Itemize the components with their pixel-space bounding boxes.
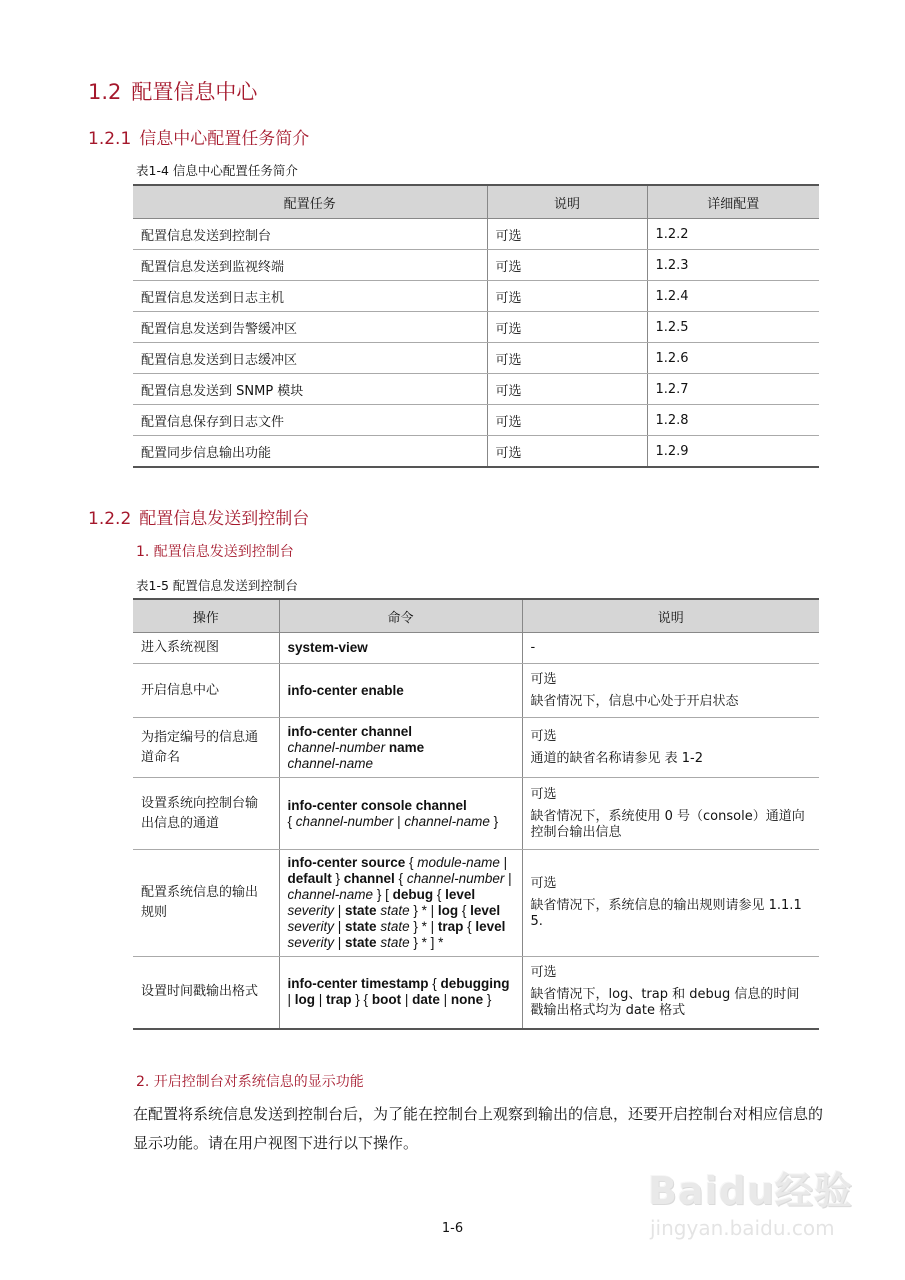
table-cell: 配置信息发送到监视终端 [133, 250, 487, 281]
table2-caption: 表1-5 配置信息发送到控制台 [136, 578, 298, 593]
command-syntax: { [287, 813, 296, 829]
command-argument: severity [287, 919, 335, 934]
operation-cell: 开启信息中心 [133, 664, 279, 718]
step-heading-1: 1. 配置信息发送到控制台 [136, 544, 294, 560]
command-syntax: | [499, 855, 508, 870]
description-line: 可选 [530, 965, 557, 981]
header-cell: 说明 [522, 599, 819, 633]
command-keyword: log [437, 903, 459, 918]
command-syntax: } * | [409, 903, 438, 918]
description-line: 通道的缺省名称请参见 表 1-2 [530, 750, 703, 766]
header-cell: 配置任务 [133, 185, 487, 219]
header-cell: 详细配置 [647, 185, 819, 219]
table-row [133, 778, 819, 850]
command-keyword: state [345, 935, 377, 950]
subsection-heading-1-2-2 [88, 504, 309, 529]
description-line: 可选 [530, 728, 557, 744]
command-keyword: name [388, 739, 425, 755]
header-cell: 说明 [487, 185, 647, 219]
command-syntax: | [401, 992, 413, 1008]
header-cell: 命令 [279, 599, 522, 633]
command-keyword: level [475, 919, 506, 934]
table-cell: 配置同步信息输出功能 [133, 436, 487, 468]
table-row [133, 312, 819, 343]
table-cell: 配置信息发送到 SNMP 模块 [133, 374, 487, 405]
subsection-number: 1.2.1 [88, 129, 132, 149]
table-cell: 1.2.9 [647, 436, 819, 468]
watermark-logo: Baidu经验 [648, 1169, 853, 1213]
description-cell [522, 850, 819, 957]
table-row [133, 850, 819, 957]
operation-cell: 设置系统向控制台输出信息的通道 [133, 778, 279, 850]
command-keyword: date [412, 992, 440, 1008]
table-cell: 1.2.3 [647, 250, 819, 281]
operation-cell: 设置时间戳输出格式 [133, 957, 279, 1029]
command-syntax: | [334, 903, 346, 918]
command-keyword: info-center source [287, 855, 406, 870]
table-row [133, 374, 819, 405]
subsection-title: 信息中心配置任务简介 [139, 129, 310, 149]
table-cell: 配置信息发送到日志主机 [133, 281, 487, 312]
command-cell [279, 718, 522, 778]
table-row [133, 250, 819, 281]
command-keyword: level [470, 903, 501, 918]
section-number: 1.2 [88, 80, 122, 104]
command-keyword: state [345, 919, 377, 934]
table-cell: 配置信息保存到日志文件 [133, 405, 487, 436]
table-cell: 配置信息发送到日志缓冲区 [133, 343, 487, 374]
table-cell: 可选 [487, 250, 647, 281]
command-syntax: { [458, 903, 471, 918]
command-keyword: debugging [440, 976, 510, 992]
command-keyword: none [450, 992, 484, 1008]
command-syntax: } [331, 871, 344, 886]
table-row [133, 343, 819, 374]
baidu-jingyan-watermark [640, 1150, 865, 1250]
command-syntax: { [394, 871, 407, 886]
watermark-url: jingyan.baidu.com [650, 1216, 835, 1240]
description-line: 可选 [530, 671, 557, 687]
command-keyword: trap [326, 992, 352, 1008]
command-keyword: debug [392, 887, 434, 902]
command-argument: channel-number [295, 813, 394, 829]
command-syntax: } [489, 813, 499, 829]
table-row [133, 281, 819, 312]
step-heading-2: 2. 开启控制台对系统信息的显示功能 [136, 1074, 364, 1090]
subsection-title: 配置信息发送到控制台 [139, 509, 310, 529]
table-cell: 1.2.8 [647, 405, 819, 436]
command-argument: state [380, 935, 410, 950]
command-keyword: level [445, 887, 476, 902]
command-argument: module-name [417, 855, 500, 870]
operation-cell: 进入系统视图 [133, 633, 279, 664]
operation-cell: 为指定编号的信息通道命名 [133, 718, 279, 778]
table-cell: 可选 [487, 436, 647, 468]
config-task-table [133, 184, 819, 468]
command-keyword: boot [371, 992, 402, 1008]
page-number: 1-6 [441, 1221, 464, 1236]
body-paragraph: 在配置将系统信息发送到控制台后，为了能在控制台上观察到输出的信息，还要开启控制台对相应信息的显示功能。请在用户视图下进行以下操作。 [133, 1105, 824, 1152]
command-keyword: trap [437, 919, 464, 934]
command-keyword: info-center enable [287, 682, 404, 698]
command-keyword: state [345, 903, 377, 918]
table-row [133, 436, 819, 468]
table-cell: 可选 [487, 312, 647, 343]
table-header-row [133, 185, 819, 219]
table-cell: 可选 [487, 405, 647, 436]
description-line: 缺省情况下，log、trap 和 debug 信息的时间戳输出格式均为 date 格式 [530, 987, 800, 1019]
command-cell [279, 633, 522, 664]
description-line: 可选 [530, 876, 557, 891]
command-keyword: info-center console channel [287, 797, 467, 813]
table-cell: 1.2.6 [647, 343, 819, 374]
command-syntax: | [287, 992, 295, 1008]
description-line: 缺省情况下，信息中心处于开启状态 [530, 693, 739, 709]
description-line: - [530, 640, 536, 655]
table-header-row [133, 599, 819, 633]
table-cell: 可选 [487, 374, 647, 405]
command-cell [279, 664, 522, 718]
command-cell [279, 778, 522, 850]
subsection-number: 1.2.2 [88, 509, 132, 529]
command-argument: channel-name [287, 755, 374, 771]
command-keyword: info-center channel [287, 723, 413, 739]
description-line: 缺省情况下，系统信息的输出规则请参见 1.1.1 5. [530, 898, 802, 929]
description-cell [522, 633, 819, 664]
command-syntax: { [433, 887, 446, 902]
command-keyword: default [287, 871, 332, 886]
description-cell [522, 957, 819, 1029]
table-cell: 1.2.4 [647, 281, 819, 312]
command-cell [279, 850, 522, 957]
description-cell [522, 778, 819, 850]
section-heading [88, 76, 257, 106]
command-syntax: } * ] * [409, 935, 444, 950]
command-syntax: | [439, 992, 451, 1008]
description-cell [522, 718, 819, 778]
command-syntax: } { [351, 992, 372, 1008]
command-syntax: } [483, 992, 492, 1008]
operation-cell: 配置系统信息的输出规则 [133, 850, 279, 957]
command-syntax: { [463, 919, 476, 934]
command-argument: state [380, 903, 410, 918]
command-syntax: | [334, 919, 346, 934]
table-row [133, 957, 819, 1029]
command-argument: severity [287, 903, 335, 918]
command-syntax: | [334, 935, 346, 950]
command-syntax: } * | [409, 919, 438, 934]
command-syntax: | [393, 813, 405, 829]
table-cell: 配置信息发送到告警缓冲区 [133, 312, 487, 343]
table-cell: 可选 [487, 343, 647, 374]
table1-caption: 表1-4 信息中心配置任务简介 [136, 163, 298, 178]
command-argument: channel-name [287, 887, 374, 902]
command-argument: channel-number [287, 739, 386, 755]
description-cell [522, 664, 819, 718]
header-cell: 操作 [133, 599, 279, 633]
table-cell: 1.2.7 [647, 374, 819, 405]
command-keyword: channel [343, 871, 395, 886]
command-keyword: log [294, 992, 316, 1008]
command-syntax: | [315, 992, 327, 1008]
table-row [133, 664, 819, 718]
table-row [133, 219, 819, 250]
command-syntax: } [ [373, 887, 393, 902]
console-config-table [133, 598, 819, 1030]
command-cell [279, 957, 522, 1029]
table-row [133, 405, 819, 436]
description-line: 缺省情况下，系统使用 0 号（console）通道向控制台输出信息 [530, 808, 805, 840]
command-argument: channel-name [404, 813, 490, 829]
table-cell: 可选 [487, 219, 647, 250]
table-cell: 1.2.2 [647, 219, 819, 250]
table-row [133, 718, 819, 778]
subsection-heading-1-2-1 [88, 124, 309, 149]
command-keyword: system-view [287, 640, 368, 655]
command-syntax: { [428, 976, 441, 992]
table-cell: 1.2.5 [647, 312, 819, 343]
command-argument: severity [287, 935, 335, 950]
command-keyword: info-center timestamp [287, 976, 429, 992]
description-line: 可选 [530, 786, 557, 802]
command-argument: channel-number [406, 871, 505, 886]
command-syntax: { [405, 855, 418, 870]
table-cell: 可选 [487, 281, 647, 312]
table-row [133, 633, 819, 664]
section-title: 配置信息中心 [131, 80, 258, 104]
command-syntax: | [504, 871, 512, 886]
table-cell: 配置信息发送到控制台 [133, 219, 487, 250]
command-argument: state [380, 919, 410, 934]
